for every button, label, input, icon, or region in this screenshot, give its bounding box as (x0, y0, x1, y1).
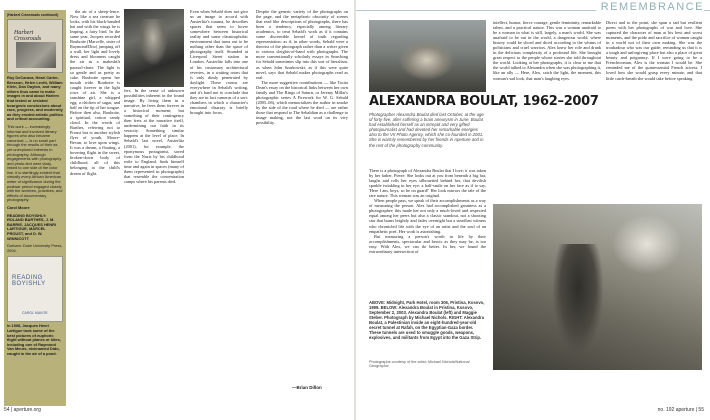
left-column-4 (256, 9, 348, 389)
sidebar-reading-list: READING BOYISHLY: ROLAND BARTHES, J. M. BARRIE, JACQUES HENRI LARTIGUE, MARCEL PROUST, and D. W. WINNICOTT (7, 212, 57, 241)
body-paragraph: Despite the generic variety of the photographs on the page, and the metaphoric obscurity of scenes that read like descriptions of photographs, there has been a tendency, especially among literary academics, to treat Sebald's work as if it contains some discernible kernel of truth regarding representation: as if, in other words, Sebald were a theorist of the photograph rather than a writer given to various sleights-of-hand with photographs. The more conventionally scholarly essays in Searching for Sebald sometimes slip into this sort of literalism, as when John Szarkowski, as if this were quite novel, says that Sebald makes photographs read as real. (256, 9, 348, 80)
book-cover-title: READING BOYISHLY (12, 275, 46, 288)
article-byline: —Brian Dillon (292, 385, 322, 390)
photo-caption: ABOVE: Midnight, Park Hotel, room 306, Pristina, Kosovo, 1999. BELOW: Alexandra Boulat in Pristina, Kosovo, September 2, 2003. Alexandra Boulat (left) and Maggie Steber. Photograph by Michael Nichols. RIGHT: Alexandra Boulat, a Palestinian inside an eight-hundred-year-old secret tunnel at Rafah, on the Egyptian-Gaza border. These tunnels are used to smuggle goods, weapons, explosives, and militants from Egypt into the Gaza Strip. (369, 300, 485, 340)
sidebar (4, 10, 66, 406)
right-column-1 (369, 168, 486, 408)
photo-pristina (493, 204, 702, 370)
book-cover-author: CAROL MAVOR (22, 311, 48, 316)
body-paragraph: intellect, humor, fierce courage, gentle femininity, remarkable talent, and a practical nature. This was a woman unafraid to be a woman in what is still, largely, a man's world. She was unafraid to be out in the world, a dangerous world, where history could be sliced and diced according to the whims of politicians and cruel warriors. Alex knew her role and drank in the delicious complexity of a profound life. She brought great respect to the people whose stories she told throughout the world. Looking at her photographs, it is clear to me that the world talked to Alexandra when she was photographing it, like an ally — Here, Alex, catch the light, the moment, this woman's sad look, that man's laughing eyes. (493, 20, 601, 81)
body-paragraph: But measuring a person's worth in life by their accomplishments, spectacular and heroic as they may be, is too easy. With Alex, we can do better. In her, we found the extraordinary intersection of (369, 233, 486, 254)
section-label: REMEMBRANCE (596, 1, 704, 13)
right-column-3 (606, 20, 702, 200)
right-column-2 (493, 20, 601, 200)
photo-tacita-dean (124, 9, 184, 87)
left-column-2 (124, 88, 184, 388)
page-folio-right: no. 192 aperture | 55 (657, 407, 704, 413)
body-paragraph: When people pass, we speak of their accomplishments as a way of measuring the person. Alex had accomplished greatness as a photographer; this made her not only a much-loved and respected equal among her peers but also a classic standout, not a shooting star that burns brightly and fades overnight but a steadfast witness who chronicled life with the eye of an artist and the soul of an empathetic poet. Her work is astonishing. (369, 198, 486, 234)
left-column-1 (70, 9, 120, 406)
photo-credit: Photographs courtesy of the artist; Michael Nichols/National Geographic (369, 360, 470, 368)
page-folio-left: 54 | aperture.org (4, 407, 41, 413)
book-cover-harbert (7, 19, 63, 73)
sidebar-publisher: Durham: Duke University Press, 2004. (7, 243, 63, 253)
body-paragraph: the air of a sheep-fence. Now like a sea creature he looks, with his black-banded hat and with the wings he is leaping, a fairy bird. In the same year, Jacques recorded Boubotte (Marcelle, sister of Raymond/Dito) jumping off a wall, her light and lovely dress and bloomers caught the air as a makeshift parasol-chute. The light is so gentle and as pretty as cake. Boubotte opens her mouth wide. Boubotte is caught forever in the light rows of air. She is a sunshine girl, a whipped egg; a chicken of sugar, and half on the tip of her tongue. Before then also, Boubotte, a spiritual, cotton candy cloud. In the words of Barthes, referring not to Proust but to another stylish flyer of youth, Moore-Bevan, to love upon wings. It was a dream, a floating, a hovering flight in the sweet, broken-down body of childhood, all of this belonging to the child's dream of flight. (70, 9, 120, 176)
sidebar-header: (Harbert Crossroads continued) (7, 13, 59, 17)
sidebar-lartigue-text: In 1908, Jacques Henri Lartigue took some of the best pictures of euphoric flight without planes or kites, including one of Raymond Van Meurs, nicknamed Dido, caught in the air of a pond. (7, 323, 61, 356)
article-headline: ALEXANDRA BOULAT, 1962–2007 (369, 94, 599, 109)
book-cover-title: Harbert Crossroads (14, 30, 42, 42)
body-paragraph: Direct and to the point, she spun a sad but resilient poem with her photographs of war and love. She captured the character of man at his best and worst moments, and the pride and sacrifice of women caught in a world not of their own making. She was the troubadour who was our guide, reminding us that it is a tough and unforgiving place but also a place of great beauty and poignancy. If I were going to be a Frenchwoman, Alex is the woman I would be. She reminded me of the quintessential French actress. I loved how she would grasp every minute, and that little catch-breath she would take before speaking. (606, 20, 702, 81)
page-gutter (354, 0, 356, 420)
body-paragraph: The more suggestive contributions — like Tacita Dean's essay on the historical links between her own family and The Rings of Saturn, or Jeremy Millar's photographic series A Firework for W. G. Sebald (2005–06), which memorializes the author in smoke by the side of the road where he died — are rather those that respond to The Sebaldian as a challenge to image making, not the last word on its very possibility. (256, 79, 348, 126)
sidebar-lartigue (7, 324, 63, 356)
photo-boulat-portrait (369, 20, 486, 92)
body-paragraph: fers. In the sense of unknown possibilities inherent in the found image. By living them in a narrative, he frees them forever in a historical moment; but something of their contingency then frets at the narrative itself, undermining our faith in its veracity. Something similar happens at the level of place. In Sebald's last novel, Austerlitz (2001), for example, the eponymous protagonist, saved from the Nazis by his childhood exile to England, finds himself time and again in spaces (many of them represented in photographs) that resemble the concentration camps where his parents died. (124, 88, 184, 184)
sidebar-quote: This work — increasingly informal and involved literary figures who also became canonical — is no small part through the results of their as yet unexplored interests in photography. Although engagements with photography and photo-text were tardy, linked to one side of the color line, it is startlingly evident that virtually every African American writer of significance during the postwar period engaged closely with the archives, practices, and effects of documentary photography. (7, 123, 63, 203)
book-cover-reading-boyishly (7, 256, 63, 322)
body-paragraph: There is a photograph of Alexandra Boulat that I love; it was taken by her father, Pierre. She looks out at you from beneath a big hat, laughs and rolls her eyes silhouetted behind her, that devilish sparkle twinkling in her eye, a half-smile on her face as if to say, 'Here I am, boys, so be on guard!' Her look mirrors the tale of the rare nature. This woman was an original. (369, 168, 486, 199)
sidebar-contributors: Roy DeCarava, Hearl Carter-Bresson, Helen Levitt, William Klein, Dan Dayton, and many others thus came to make images in and about Harlem that tested or resisted bourgeois conclusions about race, progress, and modernity as they eroded artistic politics and critical accounting. (7, 75, 64, 122)
sidebar-author-name: Carol Moore (7, 205, 30, 211)
book-cover-image (16, 42, 56, 68)
left-column-3 (190, 9, 248, 389)
section-header (356, 0, 710, 16)
body-paragraph: Even when Sebald does not give us an image to accord with Austerlitz's trauma, he describes spaces that seem to hover somewhere between historical reality and some claustrophobic environment that turns out to be nothing other than the space of photography itself. Stranded at Liverpool Street station in London, Austerlitz falls into one of his customary architectural reveries, in a waiting room that is only dimly penetrated by daylight. These rooms are everywhere in Sebald's writing, and it's hard not to conclude that they are in fact cameras of a sort: chambers in which a character's emotional disarray is briefly brought into focus. (190, 9, 248, 115)
intro-caption: Photographer Alexandra Boulat died last October, at the age of forty-five, after suffering a brain aneurysm in June. Boulat had established herself as an intrepid and very gifted photojournalist and had devoted her remarkable energies also to the VII Photo Agency, which she co-founded in 2001. She is warmly remembered by her friends in Aperture and in the rest of the photography community. (369, 112, 484, 148)
sidebar-text (7, 76, 63, 253)
